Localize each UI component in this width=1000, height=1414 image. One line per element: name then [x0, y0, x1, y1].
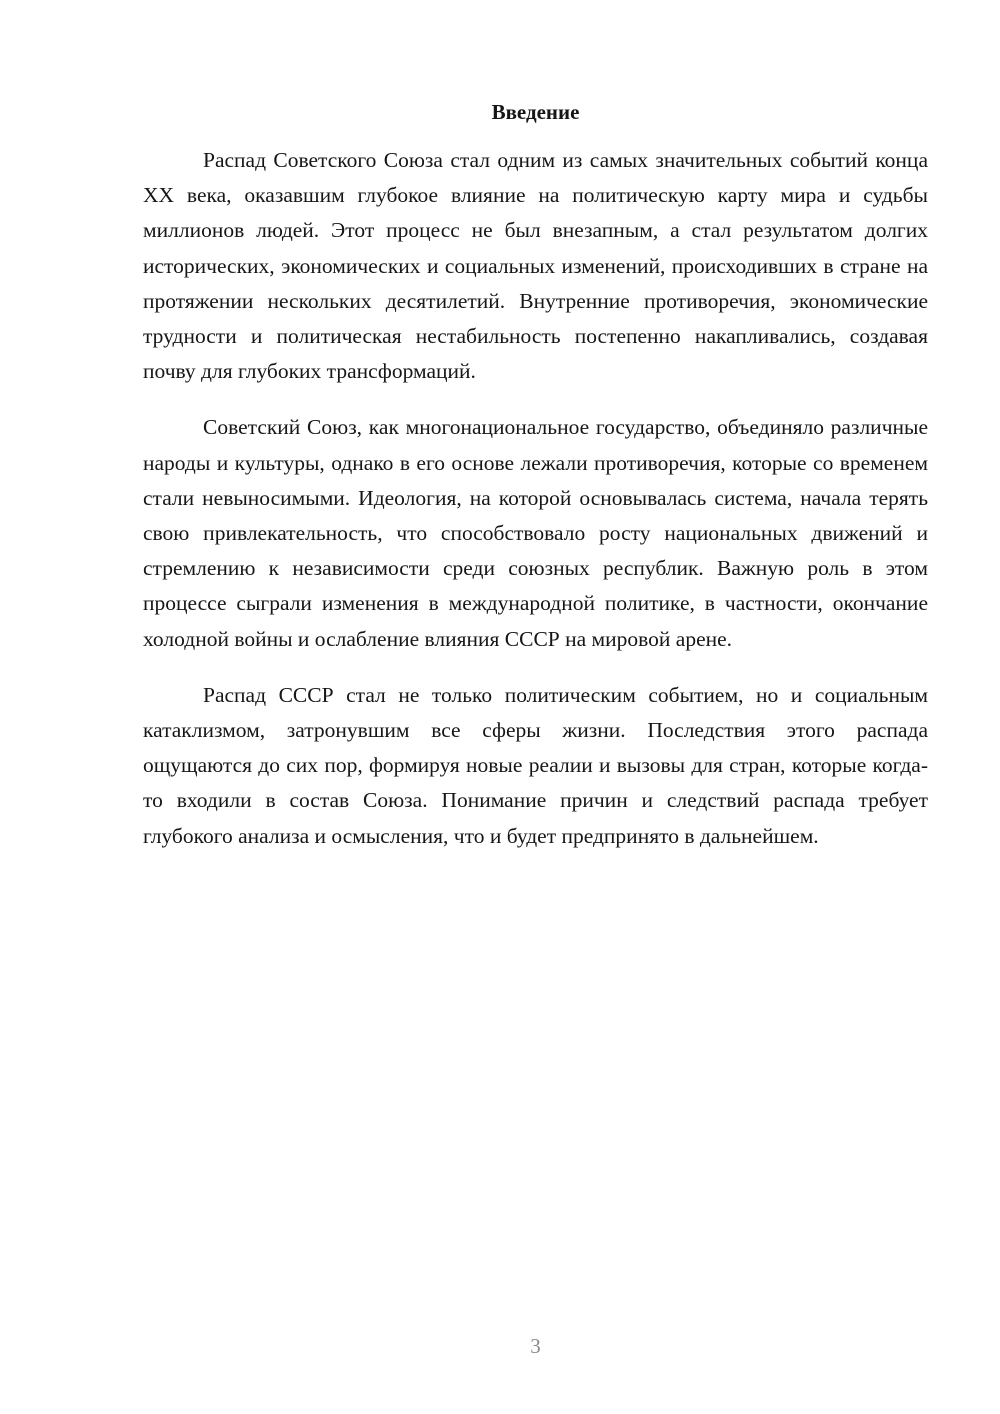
paragraph-1: Распад Советского Союза стал одним из самых значительных событий конца XX века, оказавшим глубокое влияние на политическую карту мира и судьбы миллионов людей. Этот процесс не был внезапным, а стал результатом долгих исторических, экономических и социальных изменений, происходивших в стране на протяжении нескольких десятилетий. Внутренние противоречия, экономические трудности и политическая нестабильность постепенно накапливались, создавая почву для глубоких трансформаций. — [143, 148, 928, 384]
body-text — [143, 143, 928, 875]
section-heading: Введение — [491, 100, 580, 124]
page-number: 3 — [530, 1334, 541, 1358]
paragraph-2: Советский Союз, как многонациональное государство, объединяло различные народы и культуры, однако в его основе лежали противоречия, которые со временем стали невыносимыми. Идеология, на которой основывалась система, начала терять свою привлекательность, что способствовало росту национальных движений и стремлению к независимости среди союзных республик. Важную роль в этом процессе сыграли изменения в международной политике, в частности, окончание холодной войны и ослабление влияния СССР на мировой арене. — [143, 415, 928, 651]
paragraph-3: Распад СССР стал не только политическим событием, но и социальным катаклизмом, затронувшим все сферы жизни. Последствия этого распада ощущаются до сих пор, формируя новые реалии и вызовы для стран, которые когда-то входили в состав Союза. Понимание причин и следствий распада требует глубокого анализа и осмысления, что и будет предпринято в дальнейшем. — [143, 682, 928, 848]
